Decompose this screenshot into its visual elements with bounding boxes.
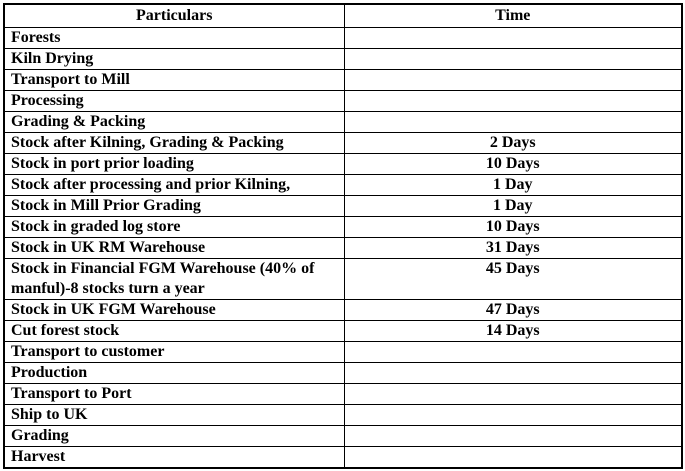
time-cell: 31 Days: [344, 238, 682, 259]
table-row: [4, 217, 682, 238]
time-cell: [344, 342, 682, 363]
time-cell: [344, 28, 682, 49]
table-row: [4, 384, 682, 405]
table-row: [4, 91, 682, 112]
particulars-time-table: [3, 3, 683, 469]
header-row: [4, 4, 682, 28]
time-cell: 47 Days: [344, 300, 682, 321]
time-cell: 14 Days: [344, 321, 682, 342]
table-row: [4, 363, 682, 384]
table-row: [4, 154, 682, 175]
table-row: [4, 28, 682, 49]
time-cell: 1 Day: [344, 175, 682, 196]
time-column-header: Time: [344, 4, 682, 28]
table-row: [4, 342, 682, 363]
particulars-cell: Stock after Kilning, Grading & Packing: [4, 133, 344, 154]
time-cell: 45 Days: [344, 259, 682, 300]
time-cell: [344, 112, 682, 133]
particulars-cell: Harvest: [4, 447, 344, 469]
particulars-cell: Forests: [4, 28, 344, 49]
time-cell: [344, 384, 682, 405]
table-row: [4, 300, 682, 321]
time-cell: 2 Days: [344, 133, 682, 154]
particulars-cell: Stock in Mill Prior Grading: [4, 196, 344, 217]
table-row: [4, 321, 682, 342]
time-cell: [344, 426, 682, 447]
particulars-cell: Stock after processing and prior Kilning,: [4, 175, 344, 196]
time-cell: 10 Days: [344, 217, 682, 238]
time-cell: [344, 70, 682, 91]
particulars-cell: Production: [4, 363, 344, 384]
table-row: [4, 238, 682, 259]
particulars-cell: Processing: [4, 91, 344, 112]
time-cell: [344, 405, 682, 426]
time-cell: 1 Day: [344, 196, 682, 217]
time-cell: [344, 363, 682, 384]
particulars-cell: Stock in UK FGM Warehouse: [4, 300, 344, 321]
table-row: [4, 196, 682, 217]
table-row: [4, 49, 682, 70]
table-row: [4, 405, 682, 426]
particulars-cell: Cut forest stock: [4, 321, 344, 342]
particulars-cell: Stock in Financial FGM Warehouse (40% of manful)-8 stocks turn a year: [4, 259, 344, 300]
particulars-cell: Transport to customer: [4, 342, 344, 363]
particulars-cell: Transport to Port: [4, 384, 344, 405]
particulars-column-header: Particulars: [4, 4, 344, 28]
table-row: [4, 112, 682, 133]
particulars-cell: Transport to Mill: [4, 70, 344, 91]
table-row: [4, 70, 682, 91]
particulars-cell: Stock in graded log store: [4, 217, 344, 238]
particulars-cell: Stock in port prior loading: [4, 154, 344, 175]
table-row: [4, 447, 682, 469]
particulars-cell: Grading: [4, 426, 344, 447]
time-cell: [344, 91, 682, 112]
table-row: [4, 175, 682, 196]
particulars-cell: Kiln Drying: [4, 49, 344, 70]
table-row: [4, 426, 682, 447]
time-cell: 10 Days: [344, 154, 682, 175]
time-cell: [344, 49, 682, 70]
table-row: [4, 259, 682, 300]
time-cell: [344, 447, 682, 469]
particulars-cell: Grading & Packing: [4, 112, 344, 133]
particulars-cell: Ship to UK: [4, 405, 344, 426]
table-body: [4, 28, 682, 469]
table-row: [4, 133, 682, 154]
particulars-cell: Stock in UK RM Warehouse: [4, 238, 344, 259]
